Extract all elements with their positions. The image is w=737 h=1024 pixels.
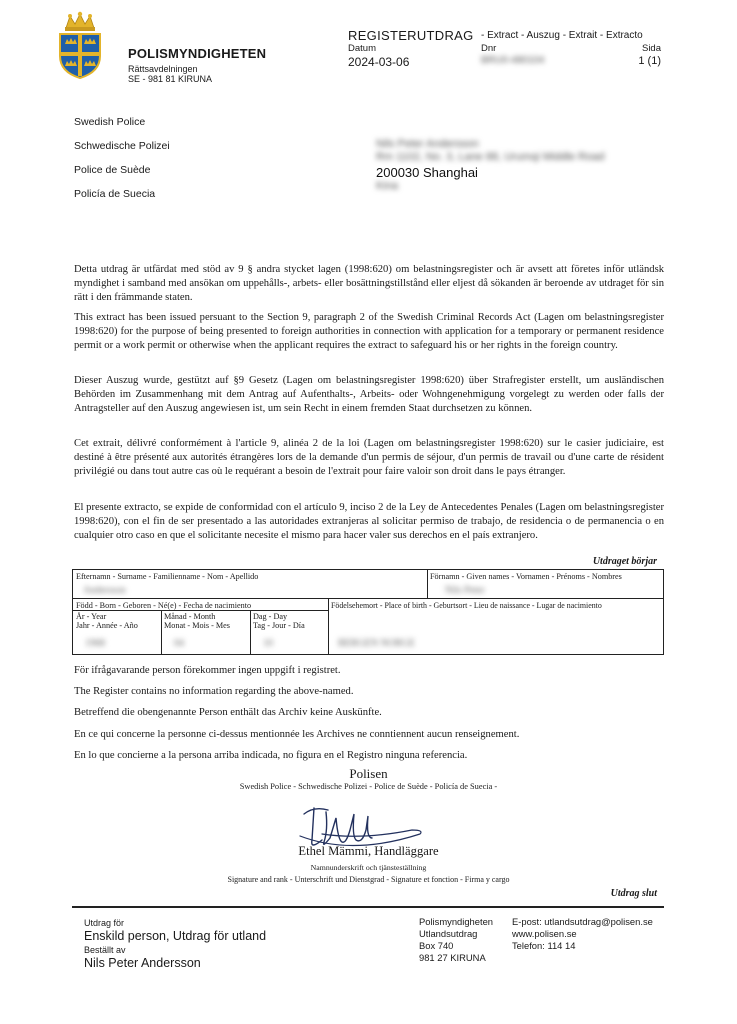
extract-ends-label: Utdrag slut: [610, 888, 657, 899]
agency-unit: Rättsavdelningen: [128, 64, 198, 74]
paragraph-english: This extract has been issued persuant to the Section 9, paragraph 2 of the Swedish Criminal Records Act (Lagen om belastningsregister 1998:620) for the purpose of being presented to foreign authorities in connection with application for a temporary or permanent residence permit or a work permit or otherwise when the applicant requires the extract to safeguard his or her rights in the foreign country.: [74, 312, 664, 351]
footer-order-info: [84, 918, 266, 970]
issuer-name-es: Policía de Suecia: [74, 188, 156, 200]
footer-divider: [72, 906, 664, 908]
recipient-country: Kina: [376, 180, 399, 192]
year-label: År - Year Jahr - Année - Año: [76, 612, 138, 630]
footer-postal-address: Polismyndigheten Utlandsutdrag Box 740 981 27 KIRUNA: [419, 916, 494, 963]
note-french: En ce qui concerne la personne ci-dessus mentionnée les Archives ne conntiennent aucun renseignement.: [74, 728, 520, 740]
signature-org: Polisen: [349, 766, 388, 781]
agency-postal: SE - 981 81 KIRUNA: [128, 74, 213, 84]
month-label: Månad - Month Monat - Mois - Mes: [164, 612, 230, 630]
identity-table: [72, 569, 664, 655]
paragraph-swedish: Detta utdrag är utfärdat med stöd av 9 § andra stycket lagen (1998:620) om belastningsregister och är avsett att företes inför utländsk myndighet i samband med ansökan om uppehålls-, arbets- eller bosättningstillstånd eller eljest då sökanden är beroende av utdraget för sin rätt i den främmande staten.: [74, 264, 664, 303]
note-english: The Register contains no information regarding the above-named.: [74, 686, 354, 698]
note-spanish: En lo que concierne a la persona arriba indicada, no figura en el Registro ninguna referencia.: [74, 749, 468, 761]
note-swedish: För ifrågavarande person förekommer ingen uppgift i registret.: [74, 665, 341, 676]
date-value: 2024-03-06: [348, 55, 410, 69]
recipient-address: [376, 138, 604, 193]
agency-name: POLISMYNDIGHETEN: [128, 46, 267, 61]
signer-name: Ethel Mämmi, Handläggare: [298, 844, 439, 858]
document-title: REGISTERUTDRAG: [348, 28, 474, 43]
dnr-label: Dnr: [481, 43, 497, 54]
birthplace-value: BERGEN NORGE: [338, 638, 415, 649]
page-label: Sida: [641, 43, 661, 54]
issuer-name-de: Schwedische Polizei: [74, 140, 170, 152]
born-label: Född - Born - Geboren - Né(e) - Fecha de nacimiento: [76, 601, 252, 610]
extract-for-value: Enskild person, Utdrag för utland: [84, 929, 267, 943]
birthplace-label: Födelsehemort - Place of birth - Geburtsort - Lieu de naissance - Lugar de nacimiento: [331, 601, 602, 610]
issuer-name-en: Swedish Police: [74, 116, 146, 128]
birth-month-value: 04: [174, 638, 184, 649]
day-label: Dag - Day Tag - Jour - Día: [253, 612, 305, 630]
footer-contact: [512, 916, 653, 952]
ordered-by-label: Beställt av: [84, 945, 126, 955]
surname-label: Efternamn - Surname - Familienname - Nom - Apellido: [76, 572, 259, 581]
agency-address: [128, 64, 212, 84]
recipient-city: 200030 Shanghai: [376, 165, 478, 180]
contact-website[interactable]: www.polisen.se: [512, 928, 577, 939]
paragraph-spanish: El presente extracto, se expide de conformidad con el artículo 9, inciso 2 de la Ley de Antecedentes Penales (Lagen om belastningsregister 1998:620), con el fin de ser presentado a las autoridades extranjeras al solicitar permiso de trabajo, de residencia o de permanencia o en cualquier otro caso en que el solicitante necesite el mismo para hacer valer sus derechos en el país extranjero.: [74, 502, 664, 541]
dnr-value: BRU0-480104: [481, 55, 545, 66]
paragraph-french: Cet extrait, délivré conformément à l'article 9, alinéa 2 de la loi (Lagen om belastningsregister 1998:620) sur le casier judiciaire, est destiné à être présenté aux autorités étrangères lors de la demande d'un permis de séjour, d'un permis de travail ou d'une carte de résident privilégié ou dans tout autre cas où le requérant a besoin de l'extrait pour faire valoir son droit dans le pays étranger.: [74, 438, 664, 477]
note-german: Betreffend die obengenannte Person enthält das Archiv keine Auskünfte.: [74, 707, 382, 719]
issuer-names: [74, 110, 170, 206]
extract-begins-label: Utdraget börjar: [592, 556, 657, 567]
recipient-name: Nils Peter Andersson: [376, 138, 479, 150]
recipient-street: Rm 1102, No. 3, Lane 88, Urumqi Middle Road: [376, 151, 605, 163]
signature-org-translations: Swedish Police - Schwedische Polizei - Police de Suède - Policía de Suecia -: [239, 782, 498, 791]
date-label: Datum: [348, 43, 376, 54]
register-notes: [74, 660, 519, 766]
document-title-translations: - Extract - Auszug - Extrait - Extracto: [481, 30, 643, 41]
surname-value: Andersson: [83, 585, 126, 596]
contact-email[interactable]: E-post: utlandsutdrag@polisen.se: [512, 916, 653, 927]
signer-caption-multilingual: Signature and rank - Unterschrift und Dienstgrad - Signature et fonction - Firma y cargo: [227, 875, 510, 884]
birth-day-value: 10: [263, 638, 273, 649]
page-value: 1 (1): [638, 55, 661, 67]
ordered-by-value: Nils Peter Andersson: [84, 956, 201, 970]
paragraph-german: Dieser Auszug wurde, gestützt auf §9 Gesetz (Lagen om belastningsregister 1998:620) über Strafregister erstellt, um ausländischen Behörden im Zusammenhang mit dem Antrag auf Aufenthalts-, Arbeits- oder Wohngenehmigung vorgelegt zu werden oder falls der Antragsteller auf den Auszug angewiesen ist, um sein Recht in einem fremden Staat durchsetzen zu können.: [74, 375, 664, 414]
given-names-label: Förnamn - Given names - Vornamen - Prénoms - Nombres: [430, 572, 622, 581]
issuer-name-fr: Police de Suède: [74, 164, 151, 176]
police-crest-icon: [52, 10, 108, 80]
birth-year-value: 1968: [85, 638, 105, 649]
signer-caption-swedish: Namnunderskrift och tjänsteställning: [310, 863, 427, 872]
extract-for-label: Utdrag för: [84, 918, 125, 928]
contact-phone: Telefon: 114 14: [512, 940, 576, 951]
given-names-value: Nils Peter: [445, 585, 485, 596]
